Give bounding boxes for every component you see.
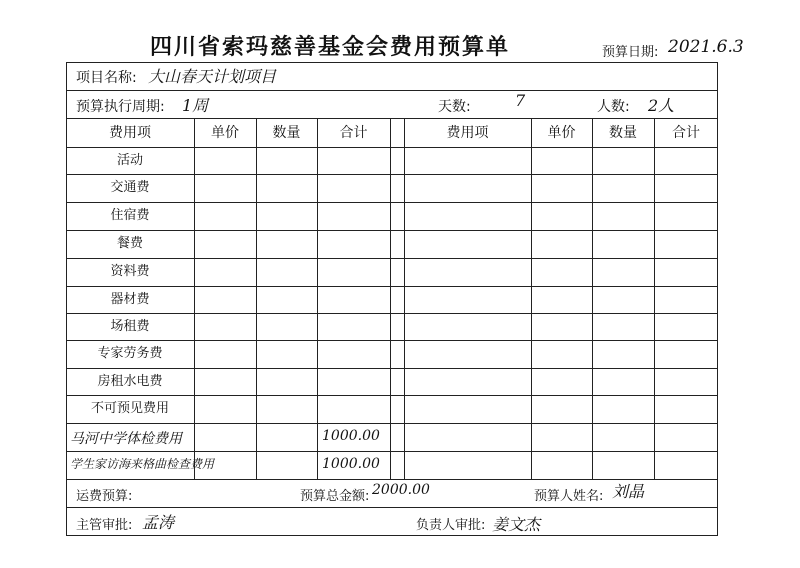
budget-date-label: 预算日期:: [602, 45, 659, 60]
days-value: 7: [515, 91, 526, 110]
supervisor-signature: 孟涛: [142, 513, 175, 532]
col-divider: [317, 118, 318, 479]
total-value: 2000.00: [372, 482, 430, 498]
col-header-price: 单价: [211, 125, 239, 141]
row-item: 交通费: [110, 180, 150, 195]
days-label: 天数:: [438, 99, 471, 115]
row-item: 住宿费: [110, 208, 150, 223]
row-total: 1000.00: [322, 428, 380, 444]
row-item: 场租费: [110, 319, 150, 334]
form-title: 四川省索玛慈善基金会费用预算单: [150, 35, 511, 60]
divider: [66, 451, 718, 452]
col-divider: [194, 118, 195, 479]
divider: [66, 90, 718, 91]
people-label: 人数:: [597, 99, 630, 115]
period-value: 1周: [182, 96, 209, 115]
row-item: 专家劳务费: [97, 346, 163, 361]
responsible-label: 负责人审批:: [416, 518, 486, 533]
row-item-handwritten: 学生家访海来格曲检查费用: [70, 457, 215, 471]
row-item-handwritten: 马河中学体检费用: [70, 431, 182, 447]
responsible-signature: 姜文杰: [492, 515, 541, 534]
project-name-value: 大山春天计划项目: [148, 67, 277, 86]
col-header-item: 费用项: [109, 125, 151, 141]
col-header-price: 单价: [547, 125, 576, 141]
divider: [66, 118, 718, 119]
divider: [66, 423, 718, 424]
preparer-signature: 刘晶: [612, 482, 645, 501]
supervisor-label: 主管审批:: [76, 518, 133, 533]
col-divider: [256, 118, 257, 479]
preparer-label: 预算人姓名:: [534, 489, 604, 504]
col-divider: [654, 118, 655, 479]
row-item: 房租水电费: [97, 374, 163, 389]
total-label: 预算总金额:: [300, 489, 370, 504]
divider: [66, 507, 718, 508]
row-item: 资料费: [110, 264, 150, 279]
row-item: 活动: [116, 153, 143, 168]
row-total: 1000.00: [322, 456, 380, 472]
shipping-label: 运费预算:: [76, 489, 133, 504]
col-header-item: 费用项: [446, 125, 489, 141]
col-divider: [531, 118, 532, 479]
col-header-total: 合计: [672, 125, 700, 141]
center-divider: [390, 118, 391, 479]
col-divider: [592, 118, 593, 479]
row-item: 器材费: [110, 292, 150, 307]
row-item: 不可预见费用: [90, 401, 169, 416]
budget-date-value: 2021.6.3: [668, 37, 744, 57]
col-header-qty: 数量: [609, 125, 637, 141]
project-name-label: 项目名称:: [76, 70, 137, 86]
col-header-total: 合计: [339, 125, 368, 141]
people-value: 2人: [648, 96, 675, 115]
center-divider: [404, 118, 405, 479]
period-label: 预算执行周期:: [76, 99, 165, 115]
col-header-qty: 数量: [272, 125, 301, 141]
row-item: 餐费: [116, 236, 143, 251]
